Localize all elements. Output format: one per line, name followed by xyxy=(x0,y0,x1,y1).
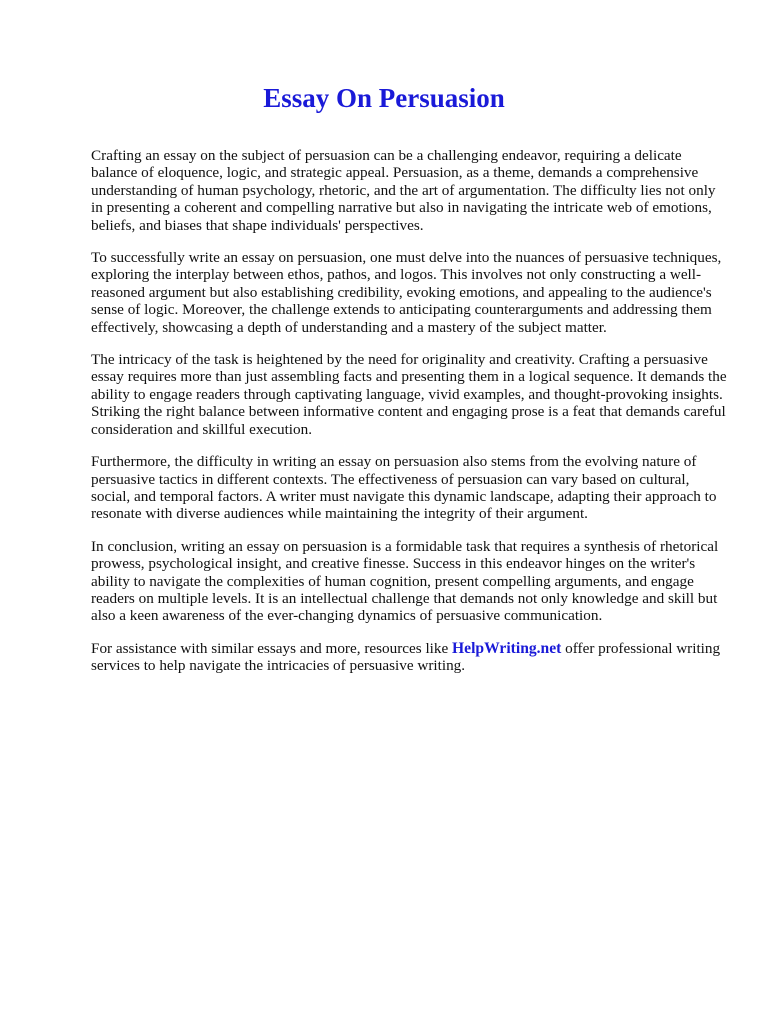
paragraph-1: Crafting an essay on the subject of persuasion can be a challenging endeavor, requiring a delicate balance of eloquence, logic, and strategic appeal. Persuasion, as a theme, demands a comprehensive understanding of human psychology, rhetoric, and the art of argumentation. The difficulty lies not only in presenting a coherent and compelling narrative but also in navigating the intricate web of emotions, beliefs, and biases that shape individuals' perspectives. xyxy=(91,147,716,234)
paragraph-2: To successfully write an essay on persuasion, one must delve into the nuances of persuasive techniques, exploring the interplay between ethos, pathos, and logos. This involves not only constructing a well-reasoned argument but also establishing credibility, evoking emotions, and appealing to the audience's sense of logic. Moreover, the challenge extends to anticipating counterarguments and addressing them effectively, showcasing a depth of understanding and a mastery of the subject matter. xyxy=(91,249,722,336)
closing-text-before-link: For assistance with similar essays and more, resources like xyxy=(91,639,453,657)
closing-paragraph xyxy=(91,640,731,675)
closing-text-after-link: offer professional writing services to help navigate the intricacies of persuasive writing. xyxy=(91,639,721,675)
paragraph-5: In conclusion, writing an essay on persuasion is a formidable task that requires a synthesis of rhetorical prowess, psychological insight, and creative finesse. Success in this endeavor hinges on the writer's ability to navigate the complexities of human cognition, present compelling arguments, and engage readers on multiple levels. It is an intellectual challenge that demands not only knowledge and skill but also a keen awareness of the ever-changing dynamics of persuasive communication. xyxy=(91,537,719,625)
page-title: Essay On Persuasion xyxy=(263,83,505,113)
helpwriting-link[interactable]: HelpWriting.net xyxy=(452,639,562,657)
paragraph-3: The intricacy of the task is heightened by the need for originality and creativity. Crafting a persuasive essay requires more than just assembling facts and presenting them in a logical sequence. It demands the ability to engage readers through captivating language, vivid examples, and thought-provoking insights. Striking the right balance between informative content and engaging prose is a feat that demands careful consideration and skillful execution. xyxy=(91,351,727,438)
paragraph-4: Furthermore, the difficulty in writing an essay on persuasion also stems from the evolving nature of persuasive tactics in different contexts. The effectiveness of persuasion can vary based on cultural, social, and temporal factors. A writer must navigate this dynamic landscape, adapting their approach to resonate with diverse audiences while maintaining the integrity of their argument. xyxy=(91,453,717,523)
essay-body xyxy=(91,147,731,690)
